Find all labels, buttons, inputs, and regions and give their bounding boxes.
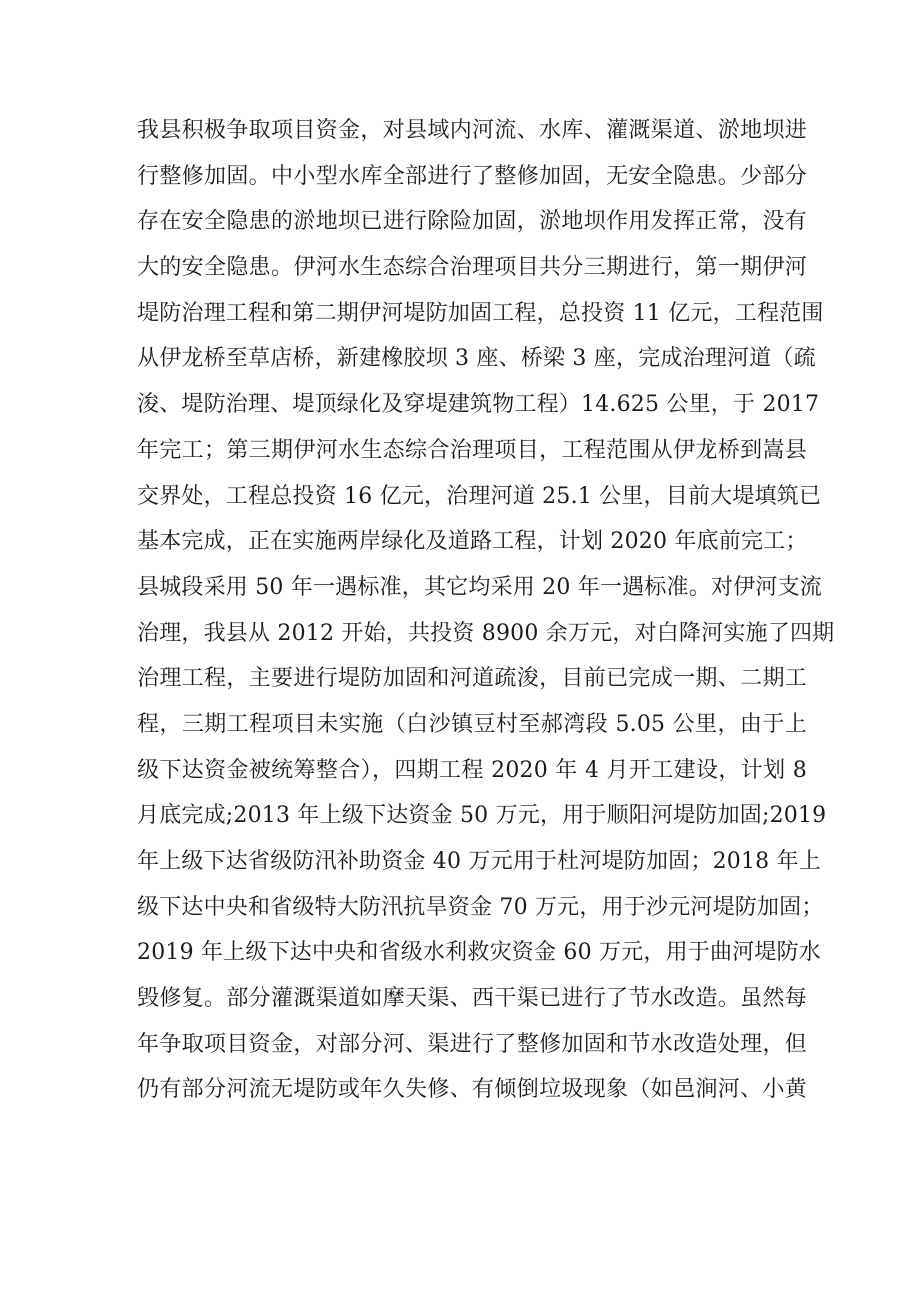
text-line: 治理，我县从 2012 开始，共投资 8900 余万元，对白降河实施了四期 <box>137 620 835 646</box>
text-line: 仍有部分河流无堤防或年久失修、有倾倒垃圾现象（如邑涧河、小黄 <box>137 1077 807 1103</box>
text-line: 年争取项目资金，对部分河、渠进行了整修加固和节水改造处理，但 <box>137 1031 807 1057</box>
text-line: 毁修复。部分灌溉渠道如摩天渠、西干渠已进行了节水改造。虽然每 <box>137 986 807 1012</box>
text-line: 年上级下达省级防汛补助资金 40 万元用于杜河堤防加固；2018 年上 <box>137 849 821 874</box>
text-line: 级下达中央和省级特大防汛抗旱资金 70 万元，用于沙元河堤防加固； <box>137 894 824 920</box>
text-line: 治理工程，主要进行堤防加固和河道疏浚，目前已完成一期、二期工 <box>137 666 807 692</box>
text-line: 年完工；第三期伊河水生态综合治理项目，工程范围从伊龙桥到嵩县 <box>137 437 807 463</box>
text-line: 大的安全隐患。伊河水生态综合治理项目共分三期进行，第一期伊河 <box>137 255 807 281</box>
text-line: 月底完成;2013 年上级下达资金 50 万元，用于顺阳河堤防加固;2019 <box>137 803 827 829</box>
text-line: 浚、堤防治理、堤顶绿化及穿堤建筑物工程）14.625 公里，于 2017 <box>137 392 820 418</box>
text-line: 存在安全隐患的淤地坝已进行除险加固，淤地坝作用发挥正常，没有 <box>137 209 807 235</box>
text-line: 级下达资金被统筹整合），四期工程 2020 年 4 月开工建设，计划 8 <box>137 757 807 783</box>
text-line: 交界处，工程总投资 16 亿元，治理河道 25.1 公里，目前大堤填筑已 <box>137 483 822 509</box>
body-paragraph <box>137 108 835 1113</box>
text-line: 行整修加固。中小型水库全部进行了整修加固，无安全隐患。少部分 <box>137 163 807 189</box>
text-line: 基本完成，正在实施两岸绿化及道路工程，计划 2020 年底前完工； <box>137 529 808 555</box>
text-line: 程，三期工程项目未实施（白沙镇豆村至郝湾段 5.05 公里，由于上 <box>137 711 807 737</box>
text-line: 从伊龙桥至草店桥，新建橡胶坝 3 座、桥梁 3 座，完成治理河道（疏 <box>137 346 816 372</box>
text-line: 堤防治理工程和第二期伊河堤防加固工程，总投资 11 亿元，工程范围 <box>137 300 824 326</box>
text-line: 我县积极争取项目资金，对县域内河流、水库、灌溉渠道、淤地坝进 <box>137 118 807 143</box>
text-line: 2019 年上级下达中央和省级水利救灾资金 60 万元，用于曲河堤防水 <box>137 940 821 966</box>
text-line: 县城段采用 50 年一遇标准，其它均采用 20 年一遇标准。对伊河支流 <box>137 574 822 600</box>
